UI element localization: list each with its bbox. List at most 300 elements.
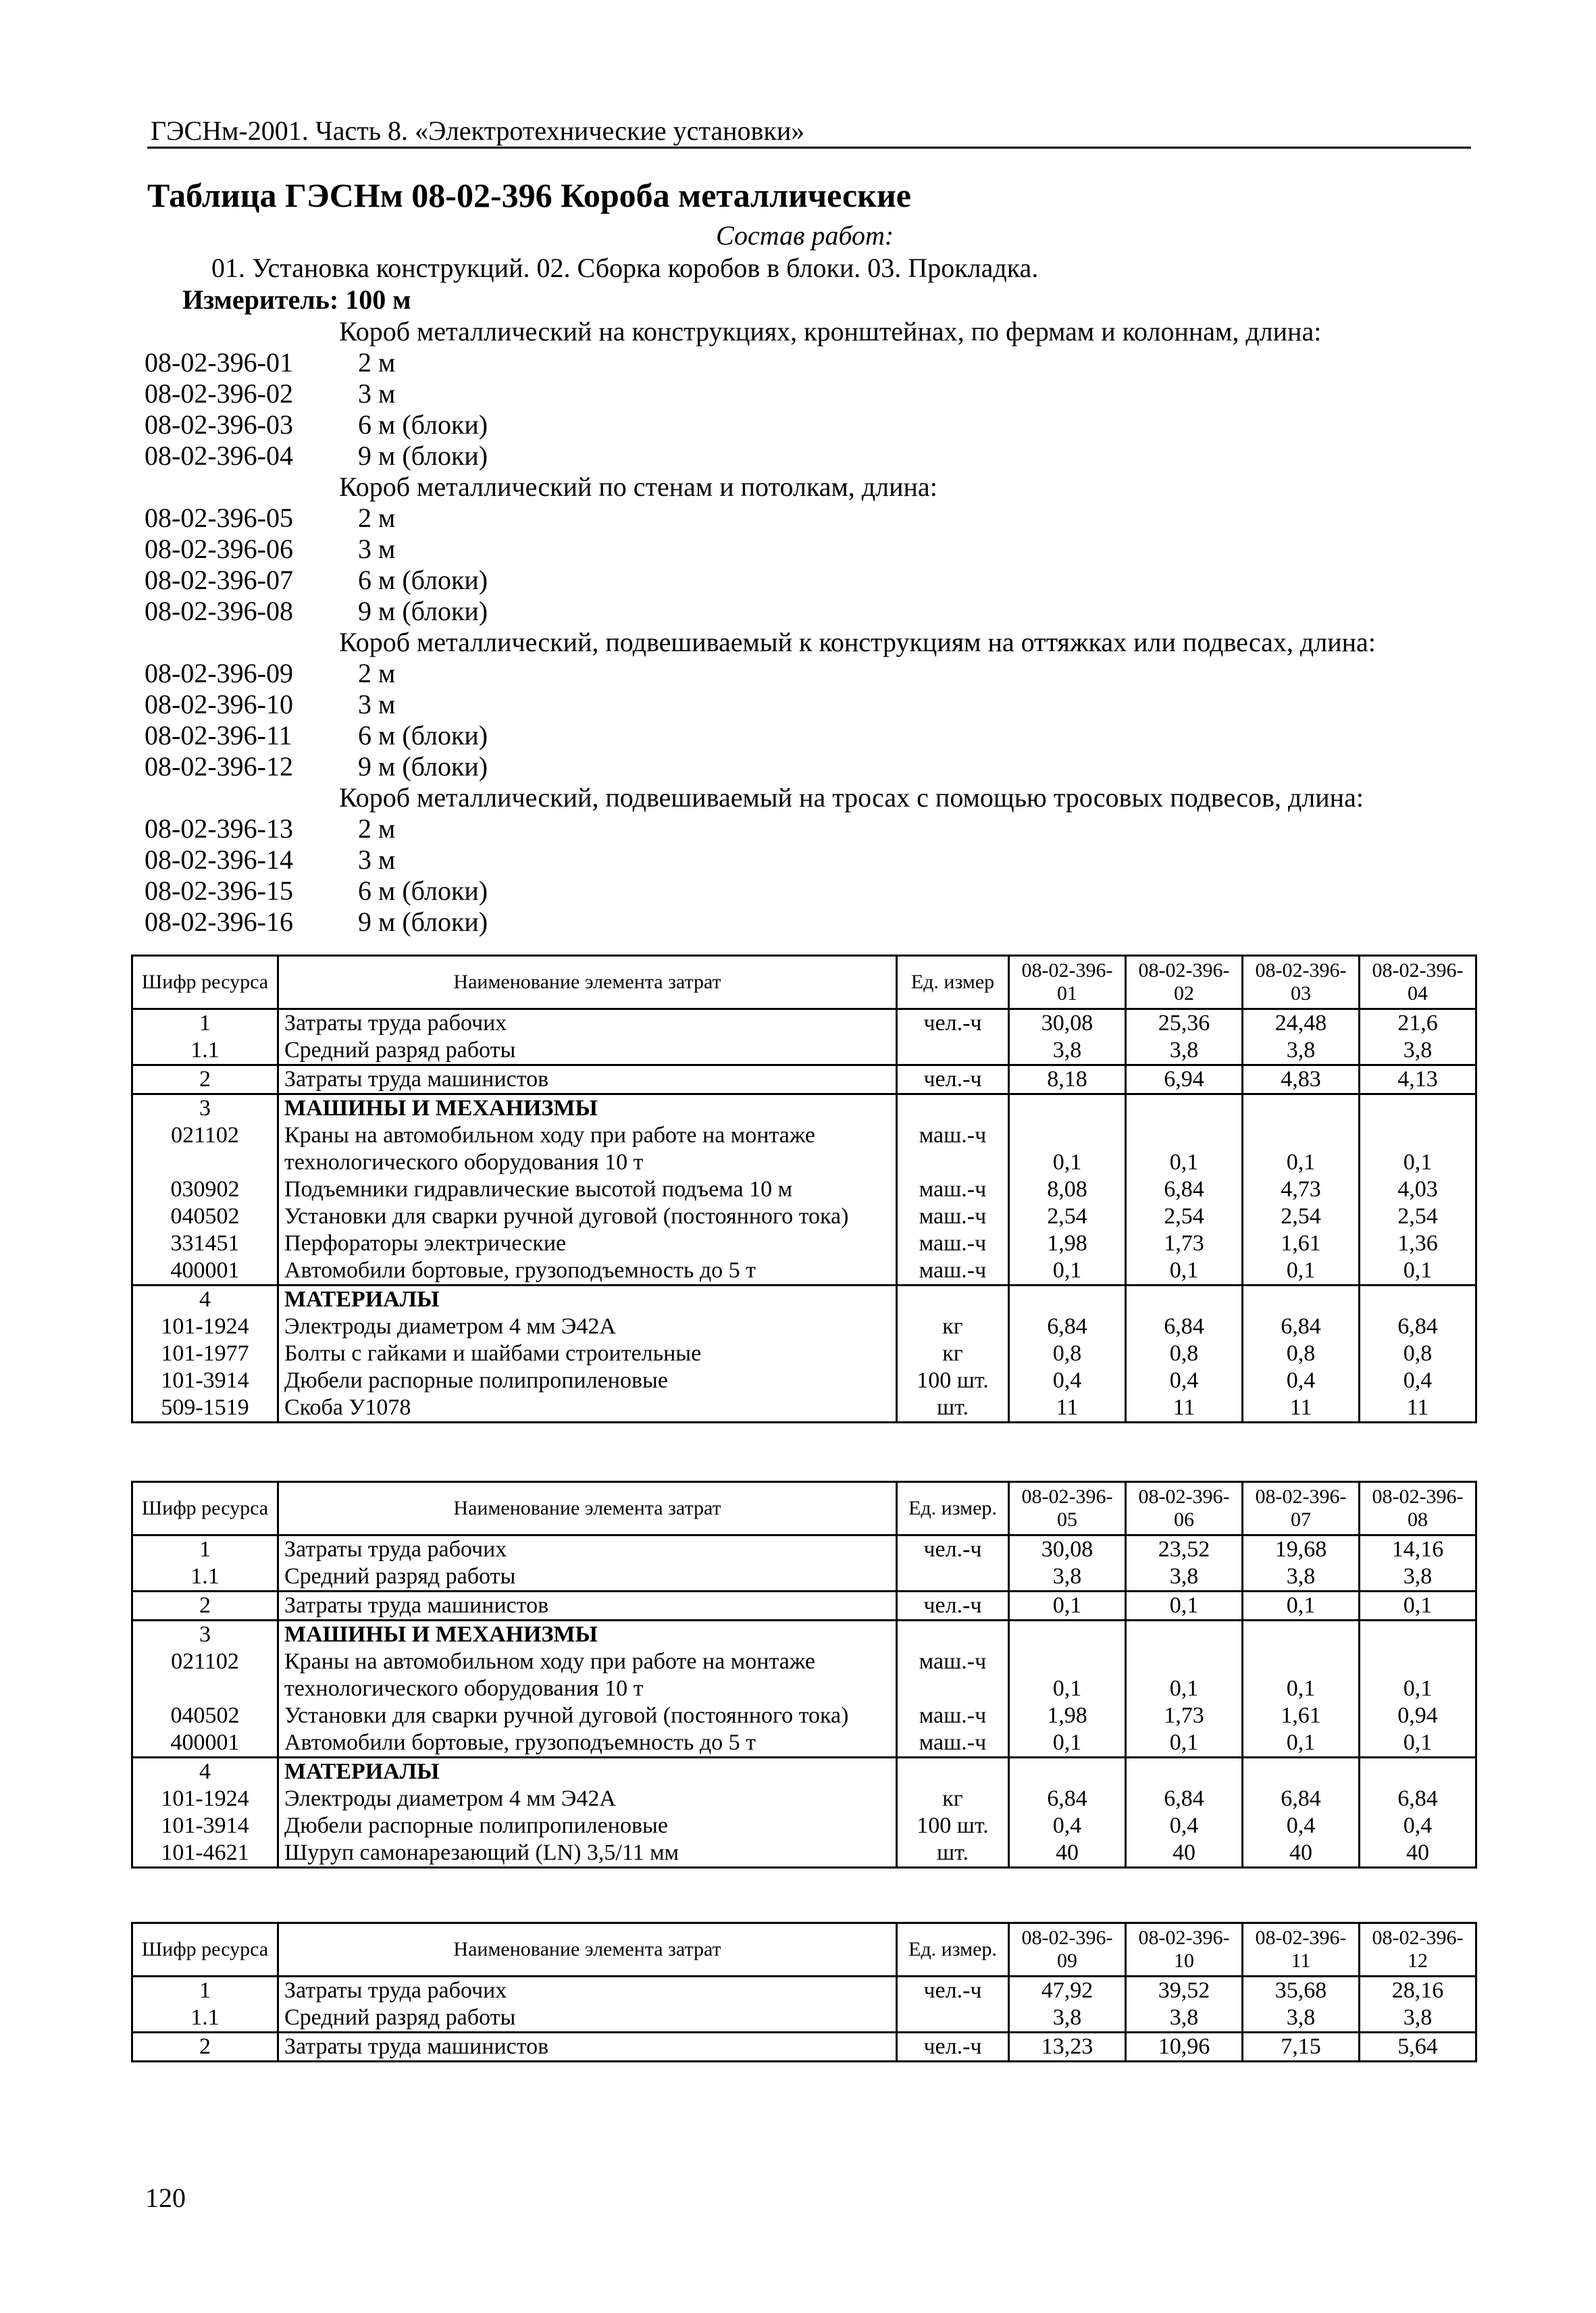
header-norm-code: 08-02-396-08	[1360, 1482, 1476, 1535]
running-head: ГЭСНм-2001. Часть 8. «Электротехнические установки»	[151, 116, 805, 146]
norm-value: 11	[1360, 1394, 1476, 1423]
cost-element-name: Дюбели распорные полипропиленовые	[278, 1812, 897, 1839]
spec-length: 9 м (блоки)	[358, 907, 488, 937]
spec-row	[145, 720, 1428, 751]
spec-code: 08-02-396-14	[145, 844, 293, 875]
unit: маш.-ч	[897, 1257, 1009, 1286]
work-composition-heading: Состав работ:	[716, 220, 894, 251]
resource-code: 2	[132, 2033, 278, 2062]
norm-value: 6,84	[1126, 1176, 1243, 1203]
spec-code: 08-02-396-10	[145, 689, 293, 719]
spec-code: 08-02-396-03	[145, 409, 293, 440]
resource-code: 101-4621	[132, 1839, 278, 1868]
header-norm-code: 08-02-396-01	[1009, 956, 1126, 1009]
norm-value: 0,4	[1243, 1367, 1360, 1394]
table-row	[132, 1729, 1476, 1758]
spec-length: 6 м (блоки)	[358, 720, 488, 751]
cost-element-name: Автомобили бортовые, грузоподъемность до 5 т	[278, 1257, 897, 1286]
table-row	[132, 1394, 1476, 1423]
table-row	[132, 1257, 1476, 1286]
spec-group	[145, 627, 1428, 782]
table-row	[132, 1592, 1476, 1621]
header-name: Наименование элемента затрат	[278, 956, 897, 1009]
cost-table-3	[131, 1922, 1477, 2062]
resource-code: 2	[132, 1065, 278, 1094]
spec-length: 2 м	[358, 658, 396, 688]
header-code: Шифр ресурса	[132, 1482, 278, 1535]
table-header-row	[132, 1482, 1476, 1535]
norm-value: 8,08	[1009, 1176, 1126, 1203]
unit: чел.-ч	[897, 1065, 1009, 1094]
norm-value: 0,1	[1009, 1592, 1126, 1621]
norm-value: 0,4	[1360, 1812, 1476, 1839]
section-row	[132, 1094, 1476, 1123]
norm-value	[1360, 1286, 1476, 1314]
spec-code: 08-02-396-02	[145, 378, 293, 409]
unit: 100 шт.	[897, 1367, 1009, 1394]
norm-value: 19,68	[1243, 1535, 1360, 1564]
table-row	[132, 1176, 1476, 1203]
spec-length: 2 м	[358, 813, 396, 844]
norm-value: 0,1	[1126, 1257, 1243, 1286]
spec-group	[145, 782, 1428, 938]
spec-row	[145, 347, 1428, 378]
norm-value: 0,1	[1009, 1122, 1126, 1176]
unit	[897, 1286, 1009, 1314]
header-norm-code: 08-02-396-02	[1126, 956, 1243, 1009]
norm-value: 11	[1243, 1394, 1360, 1423]
cost-table-1	[131, 955, 1477, 1423]
resource-code: 101-1977	[132, 1340, 278, 1367]
spec-length: 3 м	[358, 689, 396, 719]
norm-value	[1360, 1621, 1476, 1649]
spec-code: 08-02-396-13	[145, 813, 293, 844]
resource-code: 1.1	[132, 1037, 278, 1065]
unit: маш.-ч	[897, 1122, 1009, 1176]
norm-value: 11	[1009, 1394, 1126, 1423]
norm-value: 6,84	[1360, 1785, 1476, 1812]
spec-length: 3 м	[358, 844, 396, 875]
cost-element-name: Установки для сварки ручной дуговой (постоянного тока)	[278, 1203, 897, 1230]
norm-value: 0,4	[1126, 1812, 1243, 1839]
table-row	[132, 1702, 1476, 1729]
norm-value: 21,6	[1360, 1009, 1476, 1038]
norm-value	[1360, 1758, 1476, 1786]
spec-code: 08-02-396-16	[145, 907, 293, 937]
norm-value: 3,8	[1009, 1563, 1126, 1592]
norm-value: 0,1	[1243, 1257, 1360, 1286]
norm-value: 3,8	[1126, 1037, 1243, 1065]
norm-value: 2,54	[1009, 1203, 1126, 1230]
header-norm-code: 08-02-396-03	[1243, 956, 1360, 1009]
table-row	[132, 1785, 1476, 1812]
norm-value: 3,8	[1243, 1037, 1360, 1065]
norm-value: 13,23	[1009, 2033, 1126, 2062]
norm-value: 5,64	[1360, 2033, 1476, 2062]
norm-value: 14,16	[1360, 1535, 1476, 1564]
resource-code: 101-3914	[132, 1812, 278, 1839]
norm-value: 0,1	[1360, 1648, 1476, 1702]
norm-value: 0,1	[1243, 1729, 1360, 1758]
norm-value	[1243, 1758, 1360, 1786]
table-header-row	[132, 1923, 1476, 1977]
norm-value: 25,36	[1126, 1009, 1243, 1038]
spec-row	[145, 440, 1428, 472]
table-title: Таблица ГЭСНм 08-02-396 Короба металлические	[147, 176, 911, 214]
cost-element-name: МАШИНЫ И МЕХАНИЗМЫ	[278, 1094, 897, 1123]
norm-value: 4,73	[1243, 1176, 1360, 1203]
spec-code: 08-02-396-06	[145, 534, 293, 564]
spec-code: 08-02-396-11	[145, 720, 292, 751]
resource-code: 1	[132, 1009, 278, 1038]
unit: маш.-ч	[897, 1702, 1009, 1729]
norm-value: 1,98	[1009, 1230, 1126, 1257]
unit	[897, 1563, 1009, 1592]
spec-row	[145, 378, 1428, 409]
table-row	[132, 1203, 1476, 1230]
norm-value: 6,94	[1126, 1065, 1243, 1094]
norm-value: 10,96	[1126, 2033, 1243, 2062]
table-row	[132, 1340, 1476, 1367]
resource-code: 1.1	[132, 2004, 278, 2033]
resource-code: 400001	[132, 1729, 278, 1758]
spec-group-description: Короб металлический, подвешиваемый к конструкциям на оттяжках или подвесах, длина:	[339, 627, 1376, 657]
unit: шт.	[897, 1839, 1009, 1868]
norm-value: 6,84	[1360, 1313, 1476, 1340]
norm-value: 0,8	[1126, 1340, 1243, 1367]
norm-value: 0,4	[1360, 1367, 1476, 1394]
cost-element-name: МАШИНЫ И МЕХАНИЗМЫ	[278, 1621, 897, 1649]
meter-value: 100 м	[345, 284, 411, 315]
header-norm-code: 08-02-396-10	[1126, 1923, 1243, 1977]
unit: маш.-ч	[897, 1230, 1009, 1257]
resource-code: 021102	[132, 1122, 278, 1176]
table-row	[132, 1037, 1476, 1065]
norm-value: 23,52	[1126, 1535, 1243, 1564]
cost-element-name: МАТЕРИАЛЫ	[278, 1286, 897, 1314]
spec-length: 9 м (блоки)	[358, 440, 488, 471]
section-row	[132, 1758, 1476, 1786]
unit: чел.-ч	[897, 1977, 1009, 2005]
norm-value: 2,54	[1126, 1203, 1243, 1230]
spec-row	[145, 689, 1428, 720]
spec-code: 08-02-396-09	[145, 658, 293, 688]
cost-element-name: МАТЕРИАЛЫ	[278, 1758, 897, 1786]
norm-value	[1126, 1758, 1243, 1786]
norm-value	[1243, 1621, 1360, 1649]
unit: чел.-ч	[897, 1535, 1009, 1564]
spec-length: 6 м (блоки)	[358, 409, 488, 440]
norm-value: 0,4	[1243, 1812, 1360, 1839]
norm-value: 0,1	[1360, 1122, 1476, 1176]
unit	[897, 1037, 1009, 1065]
spec-length: 6 м (блоки)	[358, 875, 488, 906]
unit: шт.	[897, 1394, 1009, 1423]
norm-value: 0,1	[1360, 1592, 1476, 1621]
table-row	[132, 1230, 1476, 1257]
norm-value: 40	[1243, 1839, 1360, 1868]
cost-element-name: Средний разряд работы	[278, 2004, 897, 2033]
cost-element-name: Затраты труда рабочих	[278, 1009, 897, 1038]
norm-value: 0,4	[1126, 1367, 1243, 1394]
norm-value: 6,84	[1009, 1313, 1126, 1340]
resource-code: 040502	[132, 1702, 278, 1729]
resource-code: 101-3914	[132, 1367, 278, 1394]
resource-code: 101-1924	[132, 1313, 278, 1340]
unit	[897, 1758, 1009, 1786]
cost-element-name: Затраты труда рабочих	[278, 1535, 897, 1564]
norm-value: 28,16	[1360, 1977, 1476, 2005]
norm-value: 3,8	[1243, 2004, 1360, 2033]
norm-value	[1243, 1286, 1360, 1314]
norm-value: 1,73	[1126, 1230, 1243, 1257]
spec-row	[145, 409, 1428, 440]
norm-value: 47,92	[1009, 1977, 1126, 2005]
norm-value: 6,84	[1243, 1785, 1360, 1812]
unit: кг	[897, 1785, 1009, 1812]
norm-value: 0,1	[1009, 1729, 1126, 1758]
spec-row	[145, 751, 1428, 782]
cost-element-name: Краны на автомобильном ходу при работе на монтаже технологического оборудования 10 т	[278, 1648, 897, 1702]
header-name: Наименование элемента затрат	[278, 1482, 897, 1535]
norm-value: 0,8	[1243, 1340, 1360, 1367]
table-header-row	[132, 956, 1476, 1009]
spec-group	[145, 472, 1428, 627]
cost-element-name: Затраты труда машинистов	[278, 1065, 897, 1094]
section-row	[132, 1621, 1476, 1649]
spec-code: 08-02-396-12	[145, 751, 293, 782]
header-norm-code: 08-02-396-09	[1009, 1923, 1126, 1977]
table-row	[132, 1977, 1476, 2005]
unit	[897, 1094, 1009, 1123]
unit: чел.-ч	[897, 1592, 1009, 1621]
table-row	[132, 1535, 1476, 1564]
spec-group	[145, 316, 1428, 472]
spec-code: 08-02-396-15	[145, 875, 293, 906]
norm-value: 0,1	[1360, 1257, 1476, 1286]
resource-code: 030902	[132, 1176, 278, 1203]
norm-value: 1,61	[1243, 1230, 1360, 1257]
norm-value: 3,8	[1126, 2004, 1243, 2033]
norm-value	[1126, 1094, 1243, 1123]
spec-code: 08-02-396-04	[145, 440, 293, 471]
cost-element-name: Установки для сварки ручной дуговой (постоянного тока)	[278, 1702, 897, 1729]
cost-element-name: Затраты труда машинистов	[278, 2033, 897, 2062]
unit: маш.-ч	[897, 1203, 1009, 1230]
table-row	[132, 2033, 1476, 2062]
norm-value: 8,18	[1009, 1065, 1126, 1094]
spec-length: 3 м	[358, 534, 396, 564]
resource-code: 2	[132, 1592, 278, 1621]
section-row	[132, 1286, 1476, 1314]
header-rule	[147, 147, 1471, 149]
resource-code: 509-1519	[132, 1394, 278, 1423]
unit: кг	[897, 1340, 1009, 1367]
spec-row	[145, 596, 1428, 627]
norm-value: 4,83	[1243, 1065, 1360, 1094]
norm-value: 0,4	[1009, 1812, 1126, 1839]
unit: маш.-ч	[897, 1176, 1009, 1203]
spec-length: 3 м	[358, 378, 396, 409]
table-row	[132, 1065, 1476, 1094]
norm-value: 0,94	[1360, 1702, 1476, 1729]
norm-value: 2,54	[1243, 1203, 1360, 1230]
cost-element-name: Средний разряд работы	[278, 1037, 897, 1065]
resource-code: 040502	[132, 1203, 278, 1230]
norm-value: 3,8	[1243, 1563, 1360, 1592]
spec-group-description: Короб металлический на конструкциях, кронштейнах, по фермам и колоннам, длина:	[339, 316, 1322, 347]
spec-length: 2 м	[358, 347, 396, 378]
cost-element-name: Перфораторы электрические	[278, 1230, 897, 1257]
norm-value	[1126, 1621, 1243, 1649]
header-norm-code: 08-02-396-05	[1009, 1482, 1126, 1535]
norm-value: 0,8	[1360, 1340, 1476, 1367]
norm-value: 0,1	[1009, 1257, 1126, 1286]
norm-value	[1243, 1094, 1360, 1123]
table-row	[132, 1812, 1476, 1839]
cost-element-name: Болты с гайками и шайбами строительные	[278, 1340, 897, 1367]
norm-value	[1009, 1094, 1126, 1123]
resource-code: 4	[132, 1286, 278, 1314]
resource-code: 400001	[132, 1257, 278, 1286]
norm-value	[1009, 1286, 1126, 1314]
resource-code: 331451	[132, 1230, 278, 1257]
norm-value: 3,8	[1360, 2004, 1476, 2033]
resource-code: 1	[132, 1535, 278, 1564]
cost-element-name: Средний разряд работы	[278, 1563, 897, 1592]
norm-value: 39,52	[1126, 1977, 1243, 2005]
norm-value: 1,98	[1009, 1702, 1126, 1729]
header-code: Шифр ресурса	[132, 956, 278, 1009]
norm-value: 40	[1126, 1839, 1243, 1868]
cost-element-name: Краны на автомобильном ходу при работе на монтаже технологического оборудования 10 т	[278, 1122, 897, 1176]
meter-label: Измеритель:	[182, 284, 339, 315]
spec-group-description: Короб металлический, подвешиваемый на тросах с помощью тросовых подвесов, длина:	[339, 782, 1364, 813]
spec-length: 9 м (блоки)	[358, 596, 488, 626]
cost-element-name: Подъемники гидравлические высотой подъема 10 м	[278, 1176, 897, 1203]
spec-row	[145, 565, 1428, 596]
spec-length: 9 м (блоки)	[358, 751, 488, 782]
cost-element-name: Электроды диаметром 4 мм Э42А	[278, 1313, 897, 1340]
table-row	[132, 1563, 1476, 1592]
work-composition-items: 01. Установка конструкций. 02. Сборка коробов в блоки. 03. Прокладка.	[211, 253, 1039, 283]
cost-element-name: Дюбели распорные полипропиленовые	[278, 1367, 897, 1394]
norm-value: 30,08	[1009, 1009, 1126, 1038]
norm-value: 0,1	[1126, 1122, 1243, 1176]
norm-value: 0,1	[1009, 1648, 1126, 1702]
norm-value	[1009, 1621, 1126, 1649]
resource-code: 1	[132, 1977, 278, 2005]
header-name: Наименование элемента затрат	[278, 1923, 897, 1977]
spec-row	[145, 534, 1428, 565]
norm-value: 1,73	[1126, 1702, 1243, 1729]
table-row	[132, 1839, 1476, 1868]
norm-value: 4,03	[1360, 1176, 1476, 1203]
norm-value: 6,84	[1243, 1313, 1360, 1340]
norm-value: 30,08	[1009, 1535, 1126, 1564]
norm-value: 3,8	[1126, 1563, 1243, 1592]
norm-value: 11	[1126, 1394, 1243, 1423]
spec-row	[145, 813, 1428, 844]
resource-code: 3	[132, 1094, 278, 1123]
norm-value: 24,48	[1243, 1009, 1360, 1038]
norm-value: 0,1	[1126, 1592, 1243, 1621]
header-norm-code: 08-02-396-07	[1243, 1482, 1360, 1535]
norm-value: 6,84	[1009, 1785, 1126, 1812]
table-row	[132, 1367, 1476, 1394]
resource-code: 3	[132, 1621, 278, 1649]
cost-element-name: Скоба У1078	[278, 1394, 897, 1423]
norm-value: 6,84	[1126, 1313, 1243, 1340]
spec-code: 08-02-396-08	[145, 596, 293, 626]
norm-value: 0,1	[1243, 1592, 1360, 1621]
unit: 100 шт.	[897, 1812, 1009, 1839]
table-row	[132, 2004, 1476, 2033]
header-unit: Ед. измер	[897, 956, 1009, 1009]
unit	[897, 1621, 1009, 1649]
cost-element-name: Шуруп самонарезающий (LN) 3,5/11 мм	[278, 1839, 897, 1868]
header-norm-code: 08-02-396-06	[1126, 1482, 1243, 1535]
norm-value: 0,1	[1126, 1729, 1243, 1758]
norm-value: 1,61	[1243, 1702, 1360, 1729]
norm-value: 40	[1360, 1839, 1476, 1868]
norm-value: 0,8	[1009, 1340, 1126, 1367]
spec-code: 08-02-396-07	[145, 565, 293, 595]
norm-value: 35,68	[1243, 1977, 1360, 2005]
spec-length: 2 м	[358, 503, 396, 533]
spec-row	[145, 503, 1428, 534]
table-row	[132, 1313, 1476, 1340]
unit: чел.-ч	[897, 2033, 1009, 2062]
unit: маш.-ч	[897, 1648, 1009, 1702]
norm-value	[1009, 1758, 1126, 1786]
table-row	[132, 1648, 1476, 1702]
resource-code: 4	[132, 1758, 278, 1786]
spec-row	[145, 907, 1428, 938]
spec-row	[145, 875, 1428, 907]
unit	[897, 2004, 1009, 2033]
spec-list	[145, 316, 1428, 938]
table-row	[132, 1009, 1476, 1038]
norm-value: 4,13	[1360, 1065, 1476, 1094]
cost-element-name: Затраты труда машинистов	[278, 1592, 897, 1621]
cost-table-2	[131, 1481, 1477, 1869]
meter-line	[182, 284, 411, 315]
unit: маш.-ч	[897, 1729, 1009, 1758]
norm-value: 3,8	[1009, 2004, 1126, 2033]
norm-value: 0,4	[1009, 1367, 1126, 1394]
norm-value: 0,1	[1360, 1729, 1476, 1758]
spec-code: 08-02-396-05	[145, 503, 293, 533]
unit: кг	[897, 1313, 1009, 1340]
header-norm-code: 08-02-396-11	[1243, 1923, 1360, 1977]
norm-value	[1126, 1286, 1243, 1314]
norm-value: 6,84	[1126, 1785, 1243, 1812]
norm-value: 1,36	[1360, 1230, 1476, 1257]
norm-value: 40	[1009, 1839, 1126, 1868]
spec-row	[145, 844, 1428, 875]
norm-value: 0,1	[1243, 1648, 1360, 1702]
norm-value	[1360, 1094, 1476, 1123]
page-number: 120	[145, 2183, 186, 2213]
header-unit: Ед. измер.	[897, 1923, 1009, 1977]
norm-value: 3,8	[1360, 1037, 1476, 1065]
table-row	[132, 1122, 1476, 1176]
header-code: Шифр ресурса	[132, 1923, 278, 1977]
cost-element-name: Автомобили бортовые, грузоподъемность до 5 т	[278, 1729, 897, 1758]
resource-code: 021102	[132, 1648, 278, 1702]
spec-code: 08-02-396-01	[145, 347, 293, 378]
